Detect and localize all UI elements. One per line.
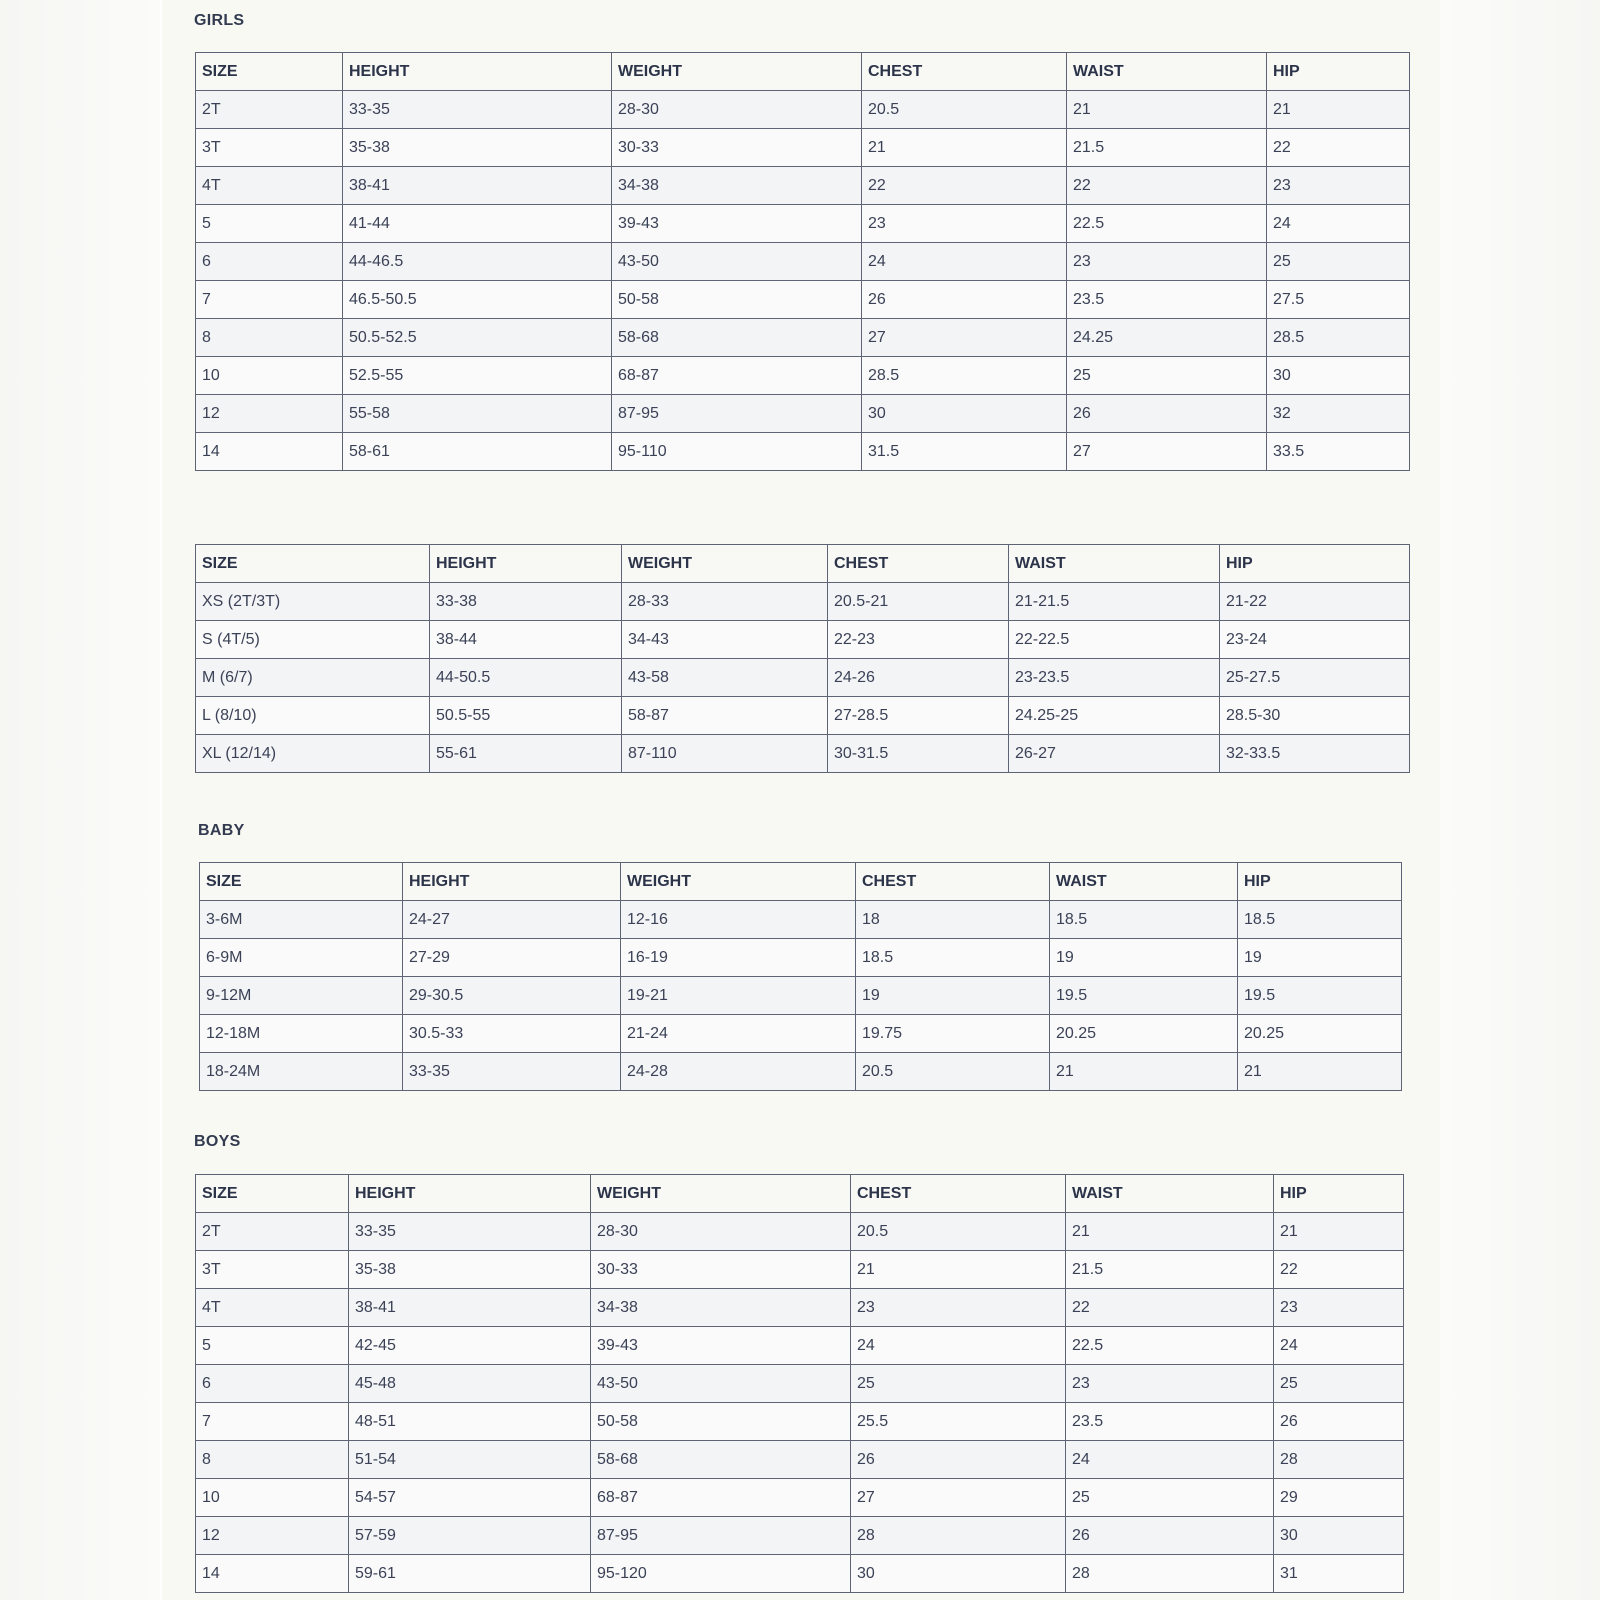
waist-column-header: WAIST	[1067, 53, 1267, 91]
hip-cell: 27.5	[1267, 281, 1410, 319]
weight-cell: 43-58	[622, 659, 828, 697]
height-cell: 35-38	[349, 1251, 591, 1289]
chest-cell: 24	[851, 1327, 1066, 1365]
height-cell: 44-46.5	[343, 243, 612, 281]
table-row	[196, 1517, 1404, 1555]
size-cell: 2T	[196, 1213, 349, 1251]
waist-cell: 22-22.5	[1009, 621, 1220, 659]
hip-cell: 22	[1267, 129, 1410, 167]
weight-cell: 34-38	[612, 167, 862, 205]
size-column-header: SIZE	[196, 545, 430, 583]
chest-cell: 20.5	[862, 91, 1067, 129]
height-cell: 30.5-33	[403, 1015, 621, 1053]
size-cell: 9-12M	[200, 977, 403, 1015]
table-row	[196, 735, 1410, 773]
hip-cell: 32-33.5	[1220, 735, 1410, 773]
table-row	[196, 167, 1410, 205]
table-row	[196, 357, 1410, 395]
waist-cell: 22	[1067, 167, 1267, 205]
chest-cell: 20.5-21	[828, 583, 1009, 621]
weight-cell: 87-95	[591, 1517, 851, 1555]
weight-cell: 21-24	[621, 1015, 856, 1053]
weight-cell: 95-120	[591, 1555, 851, 1593]
chest-cell: 25.5	[851, 1403, 1066, 1441]
weight-cell: 30-33	[591, 1251, 851, 1289]
chest-cell: 22	[862, 167, 1067, 205]
height-cell: 57-59	[349, 1517, 591, 1555]
weight-cell: 39-43	[612, 205, 862, 243]
chest-cell: 26	[862, 281, 1067, 319]
girls-alpha-size-table	[195, 544, 1410, 773]
table-row	[200, 977, 1402, 1015]
hip-cell: 25-27.5	[1220, 659, 1410, 697]
table-row	[196, 583, 1410, 621]
height-cell: 46.5-50.5	[343, 281, 612, 319]
waist-column-header: WAIST	[1009, 545, 1220, 583]
hip-cell: 23-24	[1220, 621, 1410, 659]
chest-cell: 24-26	[828, 659, 1009, 697]
table-row	[196, 1441, 1404, 1479]
chest-cell: 27	[862, 319, 1067, 357]
hip-cell: 28.5	[1267, 319, 1410, 357]
table-row	[196, 243, 1410, 281]
weight-cell: 68-87	[591, 1479, 851, 1517]
hip-column-header: HIP	[1274, 1175, 1404, 1213]
height-cell: 45-48	[349, 1365, 591, 1403]
hip-cell: 29	[1274, 1479, 1404, 1517]
waist-cell: 21.5	[1067, 129, 1267, 167]
hip-cell: 31	[1274, 1555, 1404, 1593]
hip-cell: 24	[1274, 1327, 1404, 1365]
waist-cell: 24	[1066, 1441, 1274, 1479]
chest-cell: 30	[851, 1555, 1066, 1593]
height-cell: 50.5-52.5	[343, 319, 612, 357]
size-cell: L (8/10)	[196, 697, 430, 735]
baby-section-title: BABY	[198, 822, 245, 839]
height-cell: 44-50.5	[430, 659, 622, 697]
weight-cell: 39-43	[591, 1327, 851, 1365]
height-cell: 38-41	[343, 167, 612, 205]
chest-cell: 23	[862, 205, 1067, 243]
table-row	[196, 129, 1410, 167]
size-cell: 4T	[196, 167, 343, 205]
height-cell: 48-51	[349, 1403, 591, 1441]
table-row	[196, 697, 1410, 735]
chest-cell: 20.5	[856, 1053, 1050, 1091]
waist-column-header: WAIST	[1050, 863, 1238, 901]
weight-cell: 50-58	[591, 1403, 851, 1441]
chest-cell: 18.5	[856, 939, 1050, 977]
table-row	[196, 1327, 1404, 1365]
chest-cell: 22-23	[828, 621, 1009, 659]
hip-cell: 20.25	[1238, 1015, 1402, 1053]
table-row	[196, 205, 1410, 243]
hip-column-header: HIP	[1238, 863, 1402, 901]
chest-column-header: CHEST	[856, 863, 1050, 901]
weight-cell: 87-95	[612, 395, 862, 433]
size-cell: M (6/7)	[196, 659, 430, 697]
size-cell: 6-9M	[200, 939, 403, 977]
hip-cell: 24	[1267, 205, 1410, 243]
chest-cell: 30	[862, 395, 1067, 433]
size-cell: 14	[196, 1555, 349, 1593]
boys-section-title: BOYS	[194, 1133, 241, 1150]
chest-cell: 18	[856, 901, 1050, 939]
height-cell: 54-57	[349, 1479, 591, 1517]
size-cell: 3-6M	[200, 901, 403, 939]
waist-cell: 23-23.5	[1009, 659, 1220, 697]
table-row	[200, 939, 1402, 977]
weight-cell: 16-19	[621, 939, 856, 977]
hip-cell: 26	[1274, 1403, 1404, 1441]
height-column-header: HEIGHT	[349, 1175, 591, 1213]
chest-cell: 19	[856, 977, 1050, 1015]
waist-cell: 23.5	[1067, 281, 1267, 319]
size-cell: 8	[196, 1441, 349, 1479]
size-cell: 6	[196, 243, 343, 281]
waist-cell: 22.5	[1067, 205, 1267, 243]
waist-cell: 18.5	[1050, 901, 1238, 939]
chest-cell: 21	[851, 1251, 1066, 1289]
height-cell: 58-61	[343, 433, 612, 471]
chest-cell: 27	[851, 1479, 1066, 1517]
chest-cell: 25	[851, 1365, 1066, 1403]
waist-cell: 21	[1067, 91, 1267, 129]
table-row	[196, 1555, 1404, 1593]
height-cell: 41-44	[343, 205, 612, 243]
chest-cell: 21	[862, 129, 1067, 167]
table-row	[196, 621, 1410, 659]
waist-cell: 26-27	[1009, 735, 1220, 773]
weight-cell: 34-43	[622, 621, 828, 659]
waist-cell: 23.5	[1066, 1403, 1274, 1441]
header-row	[196, 545, 1410, 583]
hip-cell: 21	[1238, 1053, 1402, 1091]
table-row	[196, 91, 1410, 129]
size-cell: XS (2T/3T)	[196, 583, 430, 621]
waist-cell: 25	[1067, 357, 1267, 395]
height-cell: 55-58	[343, 395, 612, 433]
size-cell: 4T	[196, 1289, 349, 1327]
height-cell: 33-35	[403, 1053, 621, 1091]
height-cell: 59-61	[349, 1555, 591, 1593]
hip-cell: 23	[1267, 167, 1410, 205]
waist-cell: 24.25-25	[1009, 697, 1220, 735]
height-cell: 38-41	[349, 1289, 591, 1327]
height-cell: 33-35	[343, 91, 612, 129]
hip-cell: 22	[1274, 1251, 1404, 1289]
size-cell: 12	[196, 1517, 349, 1555]
header-row	[196, 1175, 1404, 1213]
height-cell: 35-38	[343, 129, 612, 167]
chest-column-header: CHEST	[862, 53, 1067, 91]
size-cell: 14	[196, 433, 343, 471]
height-cell: 29-30.5	[403, 977, 621, 1015]
hip-column-header: HIP	[1220, 545, 1410, 583]
height-cell: 27-29	[403, 939, 621, 977]
hip-cell: 25	[1267, 243, 1410, 281]
weight-cell: 50-58	[612, 281, 862, 319]
weight-cell: 28-33	[622, 583, 828, 621]
waist-cell: 19	[1050, 939, 1238, 977]
chest-cell: 23	[851, 1289, 1066, 1327]
header-row	[200, 863, 1402, 901]
hip-cell: 25	[1274, 1365, 1404, 1403]
waist-cell: 23	[1067, 243, 1267, 281]
weight-cell: 12-16	[621, 901, 856, 939]
chest-cell: 31.5	[862, 433, 1067, 471]
girls-size-table	[195, 52, 1410, 471]
height-column-header: HEIGHT	[343, 53, 612, 91]
hip-cell: 30	[1274, 1517, 1404, 1555]
height-column-header: HEIGHT	[403, 863, 621, 901]
hip-column-header: HIP	[1267, 53, 1410, 91]
table-row	[196, 433, 1410, 471]
chest-cell: 19.75	[856, 1015, 1050, 1053]
height-cell: 33-38	[430, 583, 622, 621]
table-row	[200, 901, 1402, 939]
header-row	[196, 53, 1410, 91]
table-row	[196, 1251, 1404, 1289]
chest-cell: 28	[851, 1517, 1066, 1555]
boys-size-table	[195, 1174, 1404, 1593]
hip-cell: 21-22	[1220, 583, 1410, 621]
size-column-header: SIZE	[200, 863, 403, 901]
chest-cell: 30-31.5	[828, 735, 1009, 773]
size-cell: 18-24M	[200, 1053, 403, 1091]
size-cell: 10	[196, 1479, 349, 1517]
girls-section-title: GIRLS	[194, 12, 245, 29]
weight-cell: 28-30	[612, 91, 862, 129]
size-cell: 10	[196, 357, 343, 395]
chest-cell: 26	[851, 1441, 1066, 1479]
hip-cell: 28.5-30	[1220, 697, 1410, 735]
waist-cell: 26	[1066, 1517, 1274, 1555]
hip-cell: 21	[1267, 91, 1410, 129]
height-cell: 55-61	[430, 735, 622, 773]
height-column-header: HEIGHT	[430, 545, 622, 583]
table-row	[196, 1365, 1404, 1403]
hip-cell: 23	[1274, 1289, 1404, 1327]
waist-cell: 21	[1050, 1053, 1238, 1091]
weight-cell: 68-87	[612, 357, 862, 395]
hip-cell: 19.5	[1238, 977, 1402, 1015]
size-cell: 12-18M	[200, 1015, 403, 1053]
weight-cell: 30-33	[612, 129, 862, 167]
height-cell: 38-44	[430, 621, 622, 659]
table-row	[196, 281, 1410, 319]
waist-cell: 22.5	[1066, 1327, 1274, 1365]
size-cell: S (4T/5)	[196, 621, 430, 659]
chest-cell: 20.5	[851, 1213, 1066, 1251]
waist-cell: 20.25	[1050, 1015, 1238, 1053]
waist-cell: 19.5	[1050, 977, 1238, 1015]
weight-cell: 95-110	[612, 433, 862, 471]
weight-column-header: WEIGHT	[621, 863, 856, 901]
weight-cell: 43-50	[591, 1365, 851, 1403]
table-row	[196, 395, 1410, 433]
weight-column-header: WEIGHT	[591, 1175, 851, 1213]
table-row	[196, 1479, 1404, 1517]
weight-cell: 34-38	[591, 1289, 851, 1327]
chest-cell: 28.5	[862, 357, 1067, 395]
table-row	[196, 659, 1410, 697]
weight-column-header: WEIGHT	[612, 53, 862, 91]
height-cell: 42-45	[349, 1327, 591, 1365]
hip-cell: 33.5	[1267, 433, 1410, 471]
size-column-header: SIZE	[196, 1175, 349, 1213]
waist-cell: 26	[1067, 395, 1267, 433]
size-cell: 3T	[196, 129, 343, 167]
right-margin	[1440, 0, 1600, 1600]
weight-cell: 58-68	[612, 319, 862, 357]
waist-cell: 22	[1066, 1289, 1274, 1327]
size-cell: 2T	[196, 91, 343, 129]
hip-cell: 30	[1267, 357, 1410, 395]
hip-cell: 21	[1274, 1213, 1404, 1251]
size-cell: 7	[196, 1403, 349, 1441]
weight-cell: 58-87	[622, 697, 828, 735]
waist-cell: 28	[1066, 1555, 1274, 1593]
waist-cell: 21.5	[1066, 1251, 1274, 1289]
waist-column-header: WAIST	[1066, 1175, 1274, 1213]
chest-column-header: CHEST	[828, 545, 1009, 583]
weight-column-header: WEIGHT	[622, 545, 828, 583]
hip-cell: 18.5	[1238, 901, 1402, 939]
waist-cell: 27	[1067, 433, 1267, 471]
left-margin	[0, 0, 160, 1600]
table-row	[200, 1015, 1402, 1053]
chest-cell: 27-28.5	[828, 697, 1009, 735]
hip-cell: 32	[1267, 395, 1410, 433]
height-cell: 33-35	[349, 1213, 591, 1251]
size-cell: 3T	[196, 1251, 349, 1289]
size-cell: 5	[196, 1327, 349, 1365]
weight-cell: 87-110	[622, 735, 828, 773]
height-cell: 51-54	[349, 1441, 591, 1479]
size-cell: 7	[196, 281, 343, 319]
waist-cell: 24.25	[1067, 319, 1267, 357]
height-cell: 52.5-55	[343, 357, 612, 395]
table-row	[196, 1289, 1404, 1327]
weight-cell: 28-30	[591, 1213, 851, 1251]
size-cell: 12	[196, 395, 343, 433]
waist-cell: 21	[1066, 1213, 1274, 1251]
table-row	[200, 1053, 1402, 1091]
size-column-header: SIZE	[196, 53, 343, 91]
weight-cell: 43-50	[612, 243, 862, 281]
size-cell: 5	[196, 205, 343, 243]
weight-cell: 58-68	[591, 1441, 851, 1479]
chest-column-header: CHEST	[851, 1175, 1066, 1213]
table-row	[196, 1403, 1404, 1441]
height-cell: 50.5-55	[430, 697, 622, 735]
table-row	[196, 1213, 1404, 1251]
weight-cell: 19-21	[621, 977, 856, 1015]
size-cell: 6	[196, 1365, 349, 1403]
baby-size-table	[199, 862, 1402, 1091]
size-cell: 8	[196, 319, 343, 357]
chest-cell: 24	[862, 243, 1067, 281]
hip-cell: 19	[1238, 939, 1402, 977]
hip-cell: 28	[1274, 1441, 1404, 1479]
waist-cell: 25	[1066, 1479, 1274, 1517]
height-cell: 24-27	[403, 901, 621, 939]
weight-cell: 24-28	[621, 1053, 856, 1091]
table-row	[196, 319, 1410, 357]
size-cell: XL (12/14)	[196, 735, 430, 773]
waist-cell: 23	[1066, 1365, 1274, 1403]
waist-cell: 21-21.5	[1009, 583, 1220, 621]
